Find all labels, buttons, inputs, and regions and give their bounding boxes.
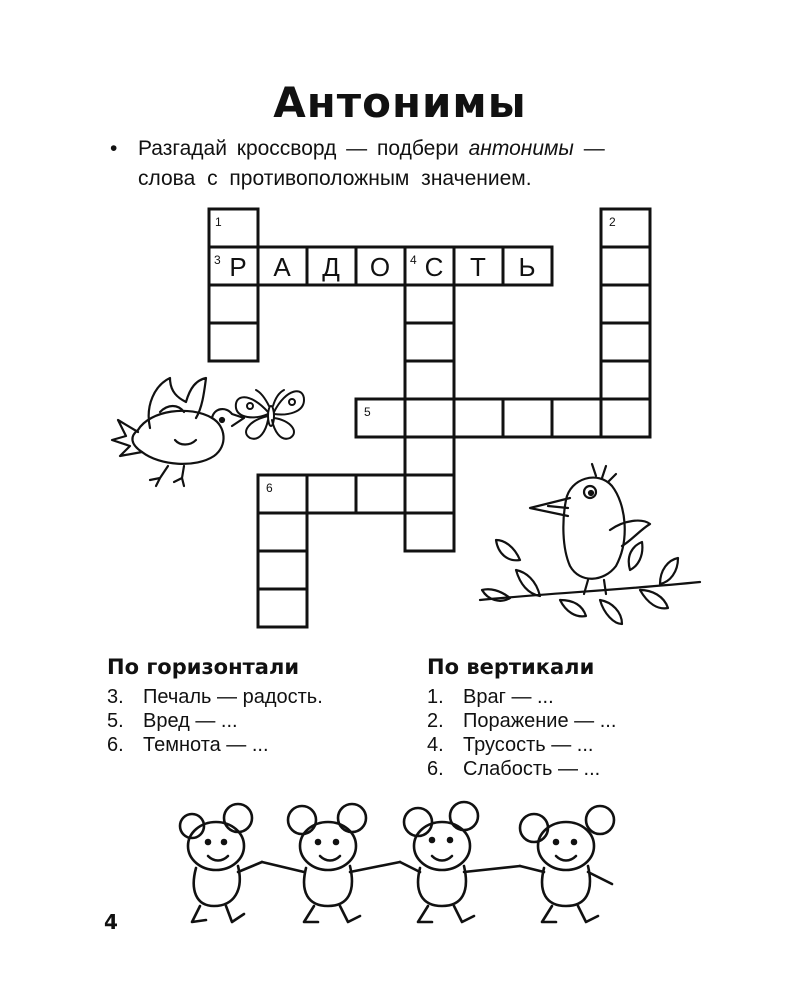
clue-text: Печаль — радость. (143, 686, 323, 708)
crossword-cell[interactable] (601, 323, 650, 361)
clue-number: 2 (609, 215, 616, 229)
crossword-cell[interactable] (209, 285, 258, 323)
crossword-letter: О (369, 252, 391, 282)
crossword-cell[interactable] (258, 551, 307, 589)
crossword-cell[interactable] (405, 285, 454, 323)
mouse-1 (180, 804, 262, 922)
page-title: Антонимы (273, 78, 527, 127)
crossword-letter: А (273, 252, 291, 282)
crossword-cell[interactable] (552, 399, 601, 437)
instruction-line-2: слова с противоположным значением. (138, 167, 532, 190)
clue-item (107, 709, 323, 733)
crossword-letter: Т (470, 252, 486, 282)
crossword-cell[interactable] (356, 475, 405, 513)
clue-item (427, 709, 616, 733)
crossword-letter: Ь (518, 252, 536, 282)
crossword-cell[interactable] (405, 437, 454, 475)
crossword-cell[interactable] (405, 361, 454, 399)
clue-text: Вред — ... (143, 710, 238, 732)
clue-num: 5. (107, 710, 124, 732)
mouse-3 (400, 802, 520, 922)
clue-item (427, 685, 616, 709)
clue-text: Слабость — ... (463, 758, 601, 780)
crossword-cell[interactable] (258, 589, 307, 627)
mice-illustration (180, 802, 614, 922)
clue-text: Темнота — ... (143, 734, 269, 756)
crossword-cell[interactable] (601, 247, 650, 285)
crossword-cell[interactable] (209, 323, 258, 361)
crossword-letter: Р (229, 252, 247, 282)
crossword-cell[interactable] (405, 399, 454, 437)
clue-text: Поражение — ... (463, 710, 617, 732)
clue-number: 3 (214, 253, 221, 267)
clue-num: 6. (107, 734, 124, 756)
clue-text: Враг — ... (463, 686, 554, 708)
crossword-cell[interactable] (258, 513, 307, 551)
bullet: • (110, 137, 118, 160)
bird-illustration (112, 378, 244, 486)
crossword-cell[interactable] (503, 399, 552, 437)
clue-number: 1 (215, 215, 222, 229)
clues-vertical-heading: По вертикали (427, 655, 595, 679)
clue-num: 3. (107, 686, 124, 708)
mouse-2 (262, 804, 400, 922)
crossword-cell[interactable] (601, 285, 650, 323)
mouse-4 (520, 806, 614, 922)
clue-num: 2. (427, 710, 444, 732)
clue-text: Трусость — ... (463, 734, 594, 756)
clues-vertical (427, 655, 616, 781)
crossword-cell[interactable] (601, 399, 650, 437)
crossword-cell[interactable] (405, 475, 454, 513)
clue-number: 5 (364, 405, 371, 419)
crossword-letter: С (424, 252, 444, 282)
page-number: 4 (104, 910, 118, 934)
crossword-cell[interactable] (307, 475, 356, 513)
clue-item (107, 733, 323, 757)
clues-horizontal (107, 655, 323, 757)
instruction-text: Разгадай кроссворд — подбери (138, 137, 469, 160)
clue-item (427, 757, 616, 781)
butterfly-illustration (236, 390, 304, 439)
clue-num: 4. (427, 734, 444, 756)
crow-illustration (480, 464, 700, 624)
instruction-text: — (573, 137, 605, 160)
clue-item (427, 733, 616, 757)
crossword-letter: Д (322, 252, 340, 282)
instruction-italic: антонимы (468, 137, 574, 160)
crossword-cell[interactable] (405, 513, 454, 551)
clue-num: 6. (427, 758, 444, 780)
crossword-cell[interactable] (454, 399, 503, 437)
clue-number: 4 (410, 253, 417, 267)
crossword-cell[interactable] (405, 323, 454, 361)
clues-horizontal-heading: По горизонтали (107, 655, 300, 679)
clue-item (107, 685, 323, 709)
clue-number: 6 (266, 481, 273, 495)
clue-num: 1. (427, 686, 444, 708)
crossword-cell[interactable] (601, 361, 650, 399)
